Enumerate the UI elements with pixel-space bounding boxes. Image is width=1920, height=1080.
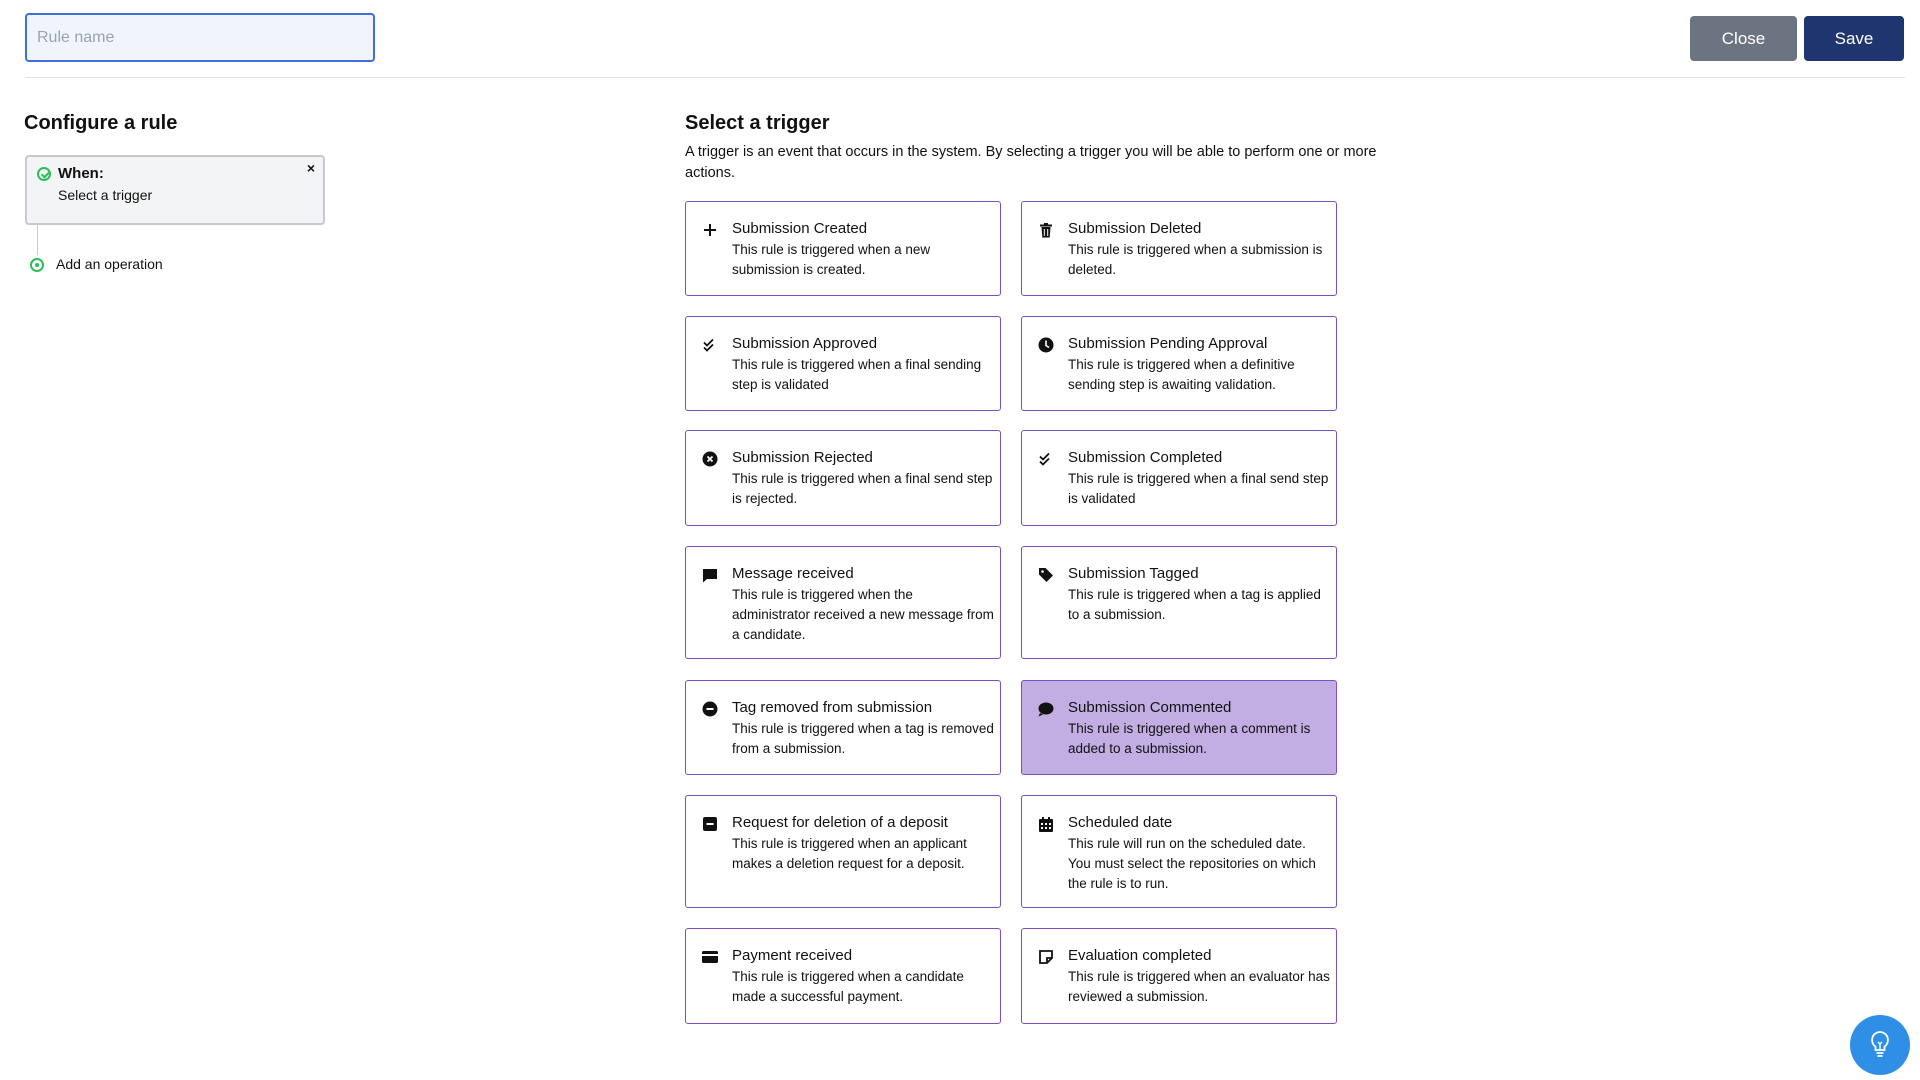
credit-card-icon — [702, 949, 718, 965]
trigger-title: Submission Approved — [732, 335, 878, 352]
x-circle-icon — [702, 451, 718, 467]
trigger-description: This rule is triggered when an applicant makes a deletion request for a deposit. — [732, 836, 967, 871]
calendar-icon — [1038, 816, 1054, 832]
trigger-title: Submission Rejected — [732, 449, 873, 466]
close-icon[interactable]: × — [306, 160, 315, 176]
trigger-description: This rule is triggered when a comment is added to a submission. — [1068, 721, 1311, 756]
trigger-title: Submission Tagged — [1068, 565, 1199, 582]
double-check-icon — [702, 337, 718, 353]
trigger-description: This rule is triggered when a tag is removed from a submission. — [732, 721, 994, 756]
when-subtitle: Select a trigger — [58, 187, 153, 203]
trigger-card-tag-removed[interactable] — [685, 680, 1001, 775]
check-circle-icon — [37, 167, 51, 181]
trigger-card-submission-pending-approval[interactable] — [1021, 316, 1337, 411]
trigger-card-submission-tagged[interactable] — [1021, 546, 1337, 659]
trigger-description: This rule is triggered when a tag is applied to a submission. — [1068, 587, 1321, 622]
tag-icon — [1038, 567, 1054, 583]
add-circle-icon — [30, 258, 44, 272]
when-label: When: — [58, 165, 104, 182]
trigger-title: Payment received — [732, 947, 853, 964]
note-icon — [1038, 949, 1054, 965]
trigger-description: This rule is triggered when a final send step is rejected. — [732, 471, 993, 506]
trigger-card-submission-commented[interactable] — [1021, 680, 1337, 775]
rule-name-input[interactable] — [25, 13, 375, 62]
minus-circle-icon — [702, 701, 718, 717]
trigger-card-scheduled-date[interactable] — [1021, 795, 1337, 908]
trigger-description: This rule is triggered when a definitive sending step is awaiting validation. — [1068, 357, 1295, 392]
lightbulb-icon — [1868, 1030, 1892, 1061]
trigger-card-submission-approved[interactable] — [685, 316, 1001, 411]
trigger-title: Evaluation completed — [1068, 947, 1212, 964]
trigger-description: This rule is triggered when a final send step is validated — [1068, 471, 1329, 506]
trigger-title: Submission Commented — [1068, 699, 1232, 716]
trigger-card-deletion-request[interactable] — [685, 795, 1001, 908]
clock-icon — [1038, 337, 1054, 353]
trigger-title: Scheduled date — [1068, 814, 1173, 831]
trigger-title: Tag removed from submission — [732, 699, 933, 716]
add-operation-link[interactable]: Add an operation — [56, 256, 163, 272]
double-check-icon — [1038, 451, 1054, 467]
help-button[interactable] — [1850, 1015, 1910, 1075]
trigger-description: This rule is triggered when a new submission is created. — [732, 242, 931, 277]
trigger-description: This rule is triggered when the administrator received a new message from a candidate. — [732, 587, 994, 642]
step-connector — [37, 225, 38, 255]
trigger-card-payment-received[interactable] — [685, 928, 1001, 1024]
trigger-description: This rule is triggered when an evaluator has reviewed a submission. — [1068, 969, 1330, 1004]
plus-icon — [702, 222, 718, 238]
trigger-description: This rule is triggered when a submission is deleted. — [1068, 242, 1323, 277]
minus-square-icon — [702, 816, 718, 832]
trigger-title: Submission Pending Approval — [1068, 335, 1268, 352]
trigger-description: This rule is triggered when a candidate made a successful payment. — [732, 969, 964, 1004]
trigger-title: Submission Completed — [1068, 449, 1223, 466]
message-icon — [702, 567, 718, 583]
trigger-title: Submission Deleted — [1068, 220, 1202, 237]
save-button[interactable]: Save — [1804, 16, 1904, 61]
close-button[interactable]: Close — [1690, 16, 1797, 61]
trigger-title: Request for deletion of a deposit — [732, 814, 948, 831]
when-step[interactable] — [25, 155, 325, 225]
trigger-card-submission-completed[interactable] — [1021, 430, 1337, 526]
trigger-card-submission-rejected[interactable] — [685, 430, 1001, 526]
comment-icon — [1038, 701, 1054, 717]
configure-rule-title: Configure a rule — [24, 112, 178, 134]
trigger-title: Submission Created — [732, 220, 868, 237]
trigger-description: This rule is triggered when a final sending step is validated — [732, 357, 982, 392]
select-trigger-description: A trigger is an event that occurs in the system. By selecting a trigger you will be able to perform one or more actions. — [685, 144, 1377, 181]
trash-icon — [1038, 222, 1054, 238]
header-divider — [25, 77, 1905, 78]
trigger-card-message-received[interactable] — [685, 546, 1001, 659]
trigger-description: This rule will run on the scheduled date. You must select the repositories on which the rule is to run. — [1068, 836, 1316, 891]
trigger-title: Message received — [732, 565, 854, 582]
top-bar — [0, 0, 1920, 79]
trigger-card-submission-created[interactable] — [685, 201, 1001, 296]
trigger-card-evaluation-completed[interactable] — [1021, 928, 1337, 1024]
select-trigger-title: Select a trigger — [685, 112, 830, 134]
trigger-card-submission-deleted[interactable] — [1021, 201, 1337, 296]
